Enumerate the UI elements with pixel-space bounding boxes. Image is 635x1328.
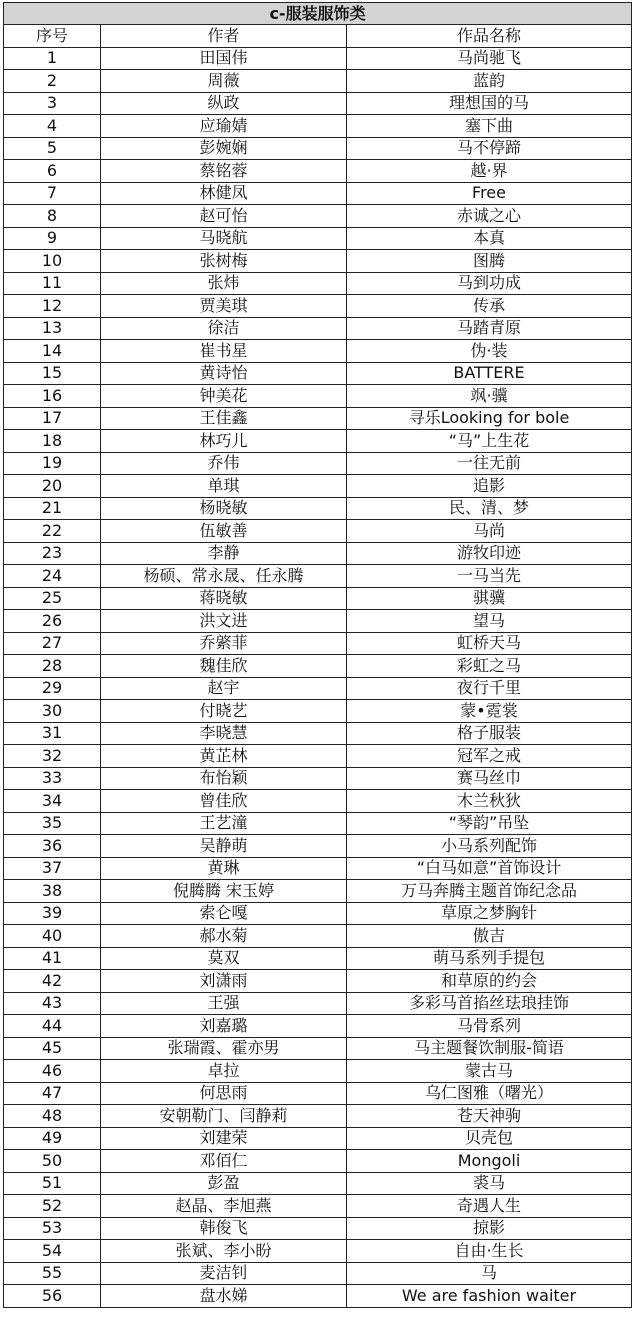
cell-author: 蔡铭蓉 <box>101 160 347 183</box>
cell-author: 赵晶、李旭燕 <box>101 1195 347 1218</box>
header-work-title: 作品名称 <box>347 25 632 48</box>
cell-work-title: 一马当先 <box>347 565 632 588</box>
table-row <box>4 587 632 610</box>
cell-author: 张炜 <box>101 272 347 295</box>
cell-work-title: 蒙•霓裳 <box>347 700 632 723</box>
cell-work-title: 蒙古马 <box>347 1060 632 1083</box>
cell-work-title: 虹桥天马 <box>347 632 632 655</box>
table-row <box>4 520 632 543</box>
cell-index: 46 <box>4 1060 101 1083</box>
table-row <box>4 115 632 138</box>
table-row <box>4 1015 632 1038</box>
table-row <box>4 1285 632 1308</box>
table-row <box>4 1127 632 1150</box>
cell-work-title: 苍天神驹 <box>347 1105 632 1128</box>
table-row <box>4 857 632 880</box>
cell-index: 6 <box>4 160 101 183</box>
cell-work-title: 小马系列配饰 <box>347 835 632 858</box>
cell-author: 单琪 <box>101 475 347 498</box>
cell-index: 13 <box>4 317 101 340</box>
cell-index: 50 <box>4 1150 101 1173</box>
cell-index: 52 <box>4 1195 101 1218</box>
cell-work-title: “白马如意”首饰设计 <box>347 857 632 880</box>
cell-work-title: Mongoli <box>347 1150 632 1173</box>
cell-index: 34 <box>4 790 101 813</box>
cell-author: 邓佰仁 <box>101 1150 347 1173</box>
table-title-row <box>4 3 632 25</box>
cell-work-title: 自由·生长 <box>347 1240 632 1263</box>
cell-author: 王强 <box>101 992 347 1015</box>
cell-index: 37 <box>4 857 101 880</box>
cell-index: 31 <box>4 722 101 745</box>
cell-work-title: 乌仁图雅（曙光） <box>347 1082 632 1105</box>
cell-work-title: 贝壳包 <box>347 1127 632 1150</box>
cell-work-title: 多彩马首掐丝珐琅挂饰 <box>347 992 632 1015</box>
cell-author: 卓拉 <box>101 1060 347 1083</box>
table-row <box>4 1172 632 1195</box>
cell-index: 11 <box>4 272 101 295</box>
cell-work-title: 彩虹之马 <box>347 655 632 678</box>
cell-index: 48 <box>4 1105 101 1128</box>
cell-index: 47 <box>4 1082 101 1105</box>
table-row <box>4 47 632 70</box>
header-row <box>4 25 632 48</box>
cell-work-title: 越·界 <box>347 160 632 183</box>
cell-author: 韩俊飞 <box>101 1217 347 1240</box>
cell-author: 乔伟 <box>101 452 347 475</box>
cell-author: 应瑜婧 <box>101 115 347 138</box>
cell-author: 黄琳 <box>101 857 347 880</box>
table-row <box>4 182 632 205</box>
cell-work-title: 奇遇人生 <box>347 1195 632 1218</box>
table-row <box>4 430 632 453</box>
table-row <box>4 722 632 745</box>
table-row <box>4 610 632 633</box>
cell-work-title: 望马 <box>347 610 632 633</box>
cell-work-title: 追影 <box>347 475 632 498</box>
cell-work-title: 骐骥 <box>347 587 632 610</box>
cell-author: 刘潇雨 <box>101 970 347 993</box>
table-row <box>4 542 632 565</box>
cell-index: 12 <box>4 295 101 318</box>
cell-author: 纵政 <box>101 92 347 115</box>
cell-author: 崔书星 <box>101 340 347 363</box>
cell-index: 18 <box>4 430 101 453</box>
cell-index: 1 <box>4 47 101 70</box>
table-row <box>4 1262 632 1285</box>
cell-index: 35 <box>4 812 101 835</box>
cell-author: 黄芷林 <box>101 745 347 768</box>
table-row <box>4 205 632 228</box>
table-row <box>4 925 632 948</box>
cell-index: 26 <box>4 610 101 633</box>
cell-author: 伍敏善 <box>101 520 347 543</box>
cell-index: 33 <box>4 767 101 790</box>
cell-index: 36 <box>4 835 101 858</box>
table-row <box>4 295 632 318</box>
cell-author: 麦洁钊 <box>101 1262 347 1285</box>
cell-work-title: 马不停蹄 <box>347 137 632 160</box>
cell-index: 55 <box>4 1262 101 1285</box>
cell-author: 林巧儿 <box>101 430 347 453</box>
cell-work-title: 马主题餐饮制服-简语 <box>347 1037 632 1060</box>
table-row <box>4 362 632 385</box>
cell-work-title: 伪·装 <box>347 340 632 363</box>
cell-index: 3 <box>4 92 101 115</box>
cell-author: 洪文进 <box>101 610 347 633</box>
cell-index: 8 <box>4 205 101 228</box>
cell-index: 15 <box>4 362 101 385</box>
cell-work-title: 马尚驰飞 <box>347 47 632 70</box>
cell-index: 10 <box>4 250 101 273</box>
cell-work-title: 游牧印迹 <box>347 542 632 565</box>
cell-work-title: Free <box>347 182 632 205</box>
cell-author: 莫双 <box>101 947 347 970</box>
cell-index: 42 <box>4 970 101 993</box>
cell-index: 14 <box>4 340 101 363</box>
cell-author: 林健凤 <box>101 182 347 205</box>
cell-index: 28 <box>4 655 101 678</box>
cell-work-title: 飒·骥 <box>347 385 632 408</box>
cell-author: 彭婉娴 <box>101 137 347 160</box>
cell-work-title: 裘马 <box>347 1172 632 1195</box>
cell-author: 王佳鑫 <box>101 407 347 430</box>
cell-author: 马晓航 <box>101 227 347 250</box>
cell-work-title: 草原之梦胸针 <box>347 902 632 925</box>
cell-work-title: 掠影 <box>347 1217 632 1240</box>
table-row <box>4 1082 632 1105</box>
cell-index: 56 <box>4 1285 101 1308</box>
cell-author: 杨晓敏 <box>101 497 347 520</box>
cell-author: 张树梅 <box>101 250 347 273</box>
table-row <box>4 655 632 678</box>
cell-work-title: 夜行千里 <box>347 677 632 700</box>
cell-index: 29 <box>4 677 101 700</box>
table-row <box>4 880 632 903</box>
award-list-table <box>3 2 632 1308</box>
table-row <box>4 812 632 835</box>
cell-author: 何思雨 <box>101 1082 347 1105</box>
cell-work-title: 马到功成 <box>347 272 632 295</box>
cell-index: 19 <box>4 452 101 475</box>
table-row <box>4 317 632 340</box>
cell-index: 49 <box>4 1127 101 1150</box>
table-row <box>4 497 632 520</box>
table-row <box>4 1060 632 1083</box>
table-row <box>4 970 632 993</box>
cell-work-title: 本真 <box>347 227 632 250</box>
cell-author: 蒋晓敏 <box>101 587 347 610</box>
cell-index: 27 <box>4 632 101 655</box>
cell-work-title: 格子服装 <box>347 722 632 745</box>
table-row <box>4 340 632 363</box>
cell-author: 赵宇 <box>101 677 347 700</box>
cell-author: 贾美琪 <box>101 295 347 318</box>
table-row <box>4 677 632 700</box>
cell-author: 乔綮菲 <box>101 632 347 655</box>
table-row <box>4 1037 632 1060</box>
cell-author: 曾佳欣 <box>101 790 347 813</box>
cell-author: 付晓艺 <box>101 700 347 723</box>
cell-index: 43 <box>4 992 101 1015</box>
table-row <box>4 272 632 295</box>
cell-work-title: 传承 <box>347 295 632 318</box>
cell-index: 23 <box>4 542 101 565</box>
cell-index: 51 <box>4 1172 101 1195</box>
cell-work-title: We are fashion waiter <box>347 1285 632 1308</box>
table-row <box>4 947 632 970</box>
table-row <box>4 565 632 588</box>
table-title: c-服装服饰类 <box>4 3 632 25</box>
cell-author: 魏佳欣 <box>101 655 347 678</box>
cell-index: 7 <box>4 182 101 205</box>
cell-work-title: 马 <box>347 1262 632 1285</box>
cell-work-title: 图腾 <box>347 250 632 273</box>
cell-work-title: BATTERE <box>347 362 632 385</box>
cell-index: 20 <box>4 475 101 498</box>
table-row <box>4 902 632 925</box>
cell-author: 田国伟 <box>101 47 347 70</box>
cell-work-title: 民、清、梦 <box>347 497 632 520</box>
cell-index: 25 <box>4 587 101 610</box>
header-index: 序号 <box>4 25 101 48</box>
cell-author: 赵可怡 <box>101 205 347 228</box>
table-row <box>4 992 632 1015</box>
cell-index: 17 <box>4 407 101 430</box>
cell-work-title: 马踏青原 <box>347 317 632 340</box>
table-row <box>4 137 632 160</box>
cell-work-title: 马骨系列 <box>347 1015 632 1038</box>
cell-work-title: 木兰秋狄 <box>347 790 632 813</box>
cell-index: 9 <box>4 227 101 250</box>
table-row <box>4 452 632 475</box>
cell-author: 盘水娣 <box>101 1285 347 1308</box>
cell-author: 周薇 <box>101 70 347 93</box>
table-row <box>4 250 632 273</box>
cell-index: 24 <box>4 565 101 588</box>
cell-index: 44 <box>4 1015 101 1038</box>
table-row <box>4 475 632 498</box>
cell-work-title: 万马奔腾主题首饰纪念品 <box>347 880 632 903</box>
cell-author: 张斌、李小盼 <box>101 1240 347 1263</box>
cell-index: 21 <box>4 497 101 520</box>
cell-author: 刘嘉璐 <box>101 1015 347 1038</box>
cell-index: 39 <box>4 902 101 925</box>
cell-work-title: 蓝韵 <box>347 70 632 93</box>
cell-work-title: 塞下曲 <box>347 115 632 138</box>
cell-author: 郝水菊 <box>101 925 347 948</box>
table-row <box>4 407 632 430</box>
cell-index: 45 <box>4 1037 101 1060</box>
cell-author: 钟美花 <box>101 385 347 408</box>
table-row <box>4 70 632 93</box>
cell-author: 布怡颖 <box>101 767 347 790</box>
table-row <box>4 160 632 183</box>
table-row <box>4 745 632 768</box>
header-author: 作者 <box>101 25 347 48</box>
cell-work-title: 和草原的约会 <box>347 970 632 993</box>
table-row <box>4 1105 632 1128</box>
table-body <box>4 47 632 1307</box>
table-row <box>4 632 632 655</box>
cell-work-title: 一往无前 <box>347 452 632 475</box>
cell-index: 4 <box>4 115 101 138</box>
cell-author: 杨硕、常永晟、任永腾 <box>101 565 347 588</box>
cell-work-title: “马”上生花 <box>347 430 632 453</box>
cell-index: 41 <box>4 947 101 970</box>
cell-index: 16 <box>4 385 101 408</box>
table-row <box>4 1240 632 1263</box>
cell-work-title: 冠军之戒 <box>347 745 632 768</box>
cell-author: 刘建荣 <box>101 1127 347 1150</box>
table-row <box>4 835 632 858</box>
cell-author: 彭盈 <box>101 1172 347 1195</box>
cell-work-title: 理想国的马 <box>347 92 632 115</box>
table-row <box>4 1195 632 1218</box>
cell-index: 22 <box>4 520 101 543</box>
table-row <box>4 767 632 790</box>
table-row <box>4 1150 632 1173</box>
cell-index: 53 <box>4 1217 101 1240</box>
cell-author: 吴静萌 <box>101 835 347 858</box>
cell-index: 40 <box>4 925 101 948</box>
table-row <box>4 790 632 813</box>
table-row <box>4 92 632 115</box>
cell-index: 54 <box>4 1240 101 1263</box>
cell-work-title: 赤诚之心 <box>347 205 632 228</box>
cell-author: 安朝勒门、闫静莉 <box>101 1105 347 1128</box>
cell-author: 索仑嘎 <box>101 902 347 925</box>
cell-author: 徐洁 <box>101 317 347 340</box>
cell-work-title: 马尚 <box>347 520 632 543</box>
cell-index: 5 <box>4 137 101 160</box>
cell-author: 黄诗怡 <box>101 362 347 385</box>
cell-work-title: 赛马丝巾 <box>347 767 632 790</box>
cell-index: 2 <box>4 70 101 93</box>
cell-author: 倪腾腾 宋玉婷 <box>101 880 347 903</box>
cell-author: 李晓慧 <box>101 722 347 745</box>
cell-work-title: 傲吉 <box>347 925 632 948</box>
cell-work-title: 寻乐Looking for bole <box>347 407 632 430</box>
table-row <box>4 1217 632 1240</box>
cell-work-title: “琴韵”吊坠 <box>347 812 632 835</box>
cell-index: 30 <box>4 700 101 723</box>
cell-index: 32 <box>4 745 101 768</box>
table-row <box>4 385 632 408</box>
cell-work-title: 萌马系列手提包 <box>347 947 632 970</box>
cell-author: 张瑞霞、霍亦男 <box>101 1037 347 1060</box>
cell-author: 王艺潼 <box>101 812 347 835</box>
cell-author: 李静 <box>101 542 347 565</box>
table-row <box>4 700 632 723</box>
table-row <box>4 227 632 250</box>
cell-index: 38 <box>4 880 101 903</box>
